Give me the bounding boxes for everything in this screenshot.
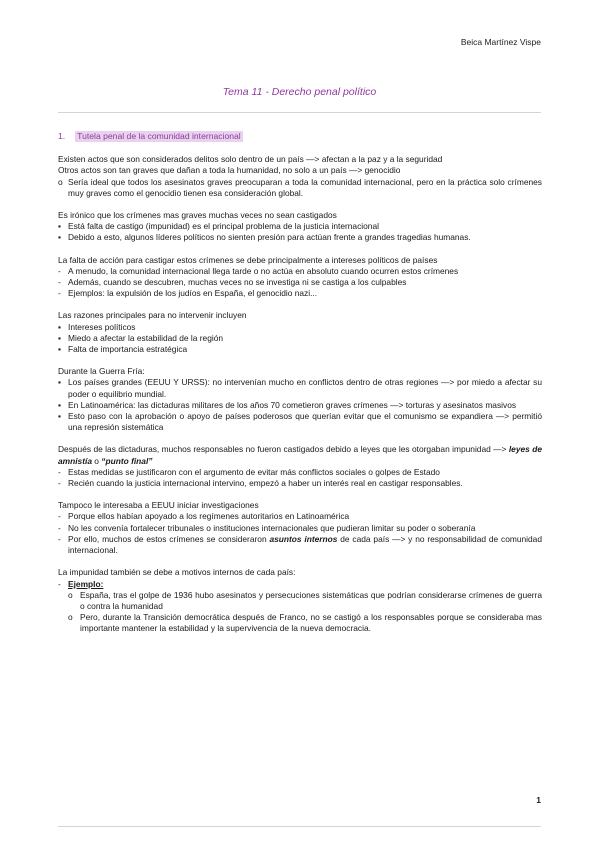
list-item: - Estas medidas se justificaron con el argumento de evitar más conflictos sociales o golpes de Estado	[58, 466, 440, 477]
paragraph-block-3	[58, 255, 542, 300]
section-heading	[58, 131, 542, 142]
text-line: Otros actos son tan graves que dañan a toda la humanidad, no solo a un país —> genocidio	[58, 165, 401, 176]
dash-bullet-icon: -	[58, 511, 61, 522]
dash-bullet-icon: -	[58, 478, 61, 489]
square-bullet-icon: ▪	[58, 377, 61, 388]
dash-bullet-icon: -	[58, 466, 61, 477]
section-number: 1.	[58, 131, 66, 141]
list-item: o España, tras el golpe de 1936 hubo asesinatos y persecuciones sistemáticas que podrían considerarse crímenes de guerra o contra la humanidad	[68, 589, 542, 611]
list-item: - No les convenía fortalecer tribunales o instituciones internacionales que pudieran limitar su poder o soberanía	[58, 522, 476, 533]
paragraph-block-6	[58, 444, 542, 489]
paragraph-block-7	[58, 500, 542, 556]
section-title: Tutela penal de la comunidad internacional	[77, 131, 241, 141]
text-line: Es irónico que los crímenes mas graves muchas veces no sean castigados	[58, 210, 337, 221]
paragraph-block-2	[58, 210, 542, 244]
square-bullet-icon: ▪	[58, 344, 61, 355]
dash-bullet-icon: -	[58, 522, 61, 533]
circle-bullet-icon: o	[58, 176, 63, 187]
list-item: - Porque ellos habían apoyado a los regímenes autoritarios en Latinoamérica	[58, 511, 350, 522]
dash-bullet-icon: -	[58, 265, 61, 276]
square-bullet-icon: ▪	[58, 411, 61, 422]
paragraph-block-4	[58, 310, 542, 355]
dash-list	[58, 467, 542, 489]
bullet-list	[58, 221, 542, 243]
list-item: - Ejemplos: la expulsión de los judíos en España, el genocidio nazi...	[58, 288, 318, 299]
dash-list	[58, 511, 542, 556]
list-item: ▪ Esto paso con la aprobación o apoyo de países poderosos que querían evitar que el comunismo se expandiera —> permitió una represión sistemática	[58, 411, 542, 433]
list-item: o Sería ideal que todos los asesinatos graves preocuparan a toda la comunidad internacional, pero en la práctica solo crímenes muy graves como el genocidio tienen esa consideración global.	[58, 176, 542, 198]
square-bullet-icon: ▪	[58, 321, 61, 332]
dash-bullet-icon: -	[58, 288, 61, 299]
square-bullet-icon: ▪	[58, 221, 61, 232]
list-item: o Pero, durante la Transición democrática después de Franco, no se castigó a los responsables porque se consideraba mas importante mantener la estabilidad y la supervivencia de la nueva democracia.	[68, 612, 542, 634]
text-line: Las razones principales para no intervenir incluyen	[58, 310, 247, 321]
circle-bullet-icon: o	[68, 589, 73, 600]
list-item: ▪ Debido a esto, algunos líderes políticos no sienten presión para actúan frente a grandes tragedias humanas.	[58, 232, 471, 243]
text-line: La falta de acción para castigar estos crímenes se debe principalmente a intereses políticos de países	[58, 254, 438, 265]
list-item: ▪ Intereses políticos	[58, 321, 136, 332]
footer-divider	[58, 826, 541, 827]
list-item: - Además, cuando se descubren, muchas veces no se investiga ni se castiga a los culpables	[58, 277, 407, 288]
text-line: Durante la Guerra Fría:	[58, 366, 145, 377]
list-item: - Recién cuando la justicia internacional intervino, empezó a haber un interés real en castigar responsables.	[58, 478, 463, 489]
paragraph-block-8	[58, 567, 542, 634]
text-line: Después de las dictaduras, muchos responsables no fueron castigados debido a leyes que les otorgaban impunidad —> leyes de amnistía o “punto final”	[58, 444, 542, 466]
square-bullet-icon: ▪	[58, 399, 61, 410]
bullet-list	[58, 322, 542, 356]
bullet-list	[58, 377, 542, 433]
dash-list	[58, 266, 542, 300]
paragraph-block-1	[58, 154, 542, 199]
dash-bullet-icon: -	[58, 533, 61, 544]
text-line: Existen actos que son considerados delitos solo dentro de un país —> afectan a la paz y a la seguridad	[58, 154, 443, 165]
list-item: - A menudo, la comunidad internacional llega tarde o no actúa en absoluto cuando ocurren estos crímenes	[58, 265, 459, 276]
square-bullet-icon: ▪	[58, 232, 61, 243]
list-item: ▪ En Latinoamérica: las dictaduras militares de los años 70 cometieron graves crímenes —> torturas y asesinatos masivos	[58, 399, 517, 410]
page-number: 1	[536, 795, 541, 805]
author-name: Beica Martínez Vispe	[460, 37, 541, 47]
paragraph-block-5	[58, 366, 542, 433]
circle-list	[58, 177, 542, 199]
dash-bullet-icon: -	[58, 578, 61, 589]
list-item: ▪ Falta de importancia estratégica	[58, 344, 188, 355]
list-item: ▪ Miedo a afectar la estabilidad de la región	[58, 332, 224, 343]
list-item: - Ejemplo:	[58, 578, 104, 589]
list-item: ▪ Está falta de castigo (impunidad) es el principal problema de la justicia internacional	[58, 221, 379, 232]
document-title: Tema 11 - Derecho penal político	[222, 86, 377, 98]
dash-bullet-icon: -	[58, 277, 61, 288]
list-item: ▪ Los países grandes (EEUU Y URSS): no intervenían mucho en conflictos dentro de otras regiones —> por miedo a afectar su poder o equilibrio mundial.	[58, 377, 542, 399]
list-item: - Por ello, muchos de estos crímenes se consideraron asuntos internos de cada país —> y no responsabilidad de comunidad internacional.	[58, 533, 542, 556]
text-line: Tampoco le interesaba a EEUU iniciar investigaciones	[58, 500, 259, 511]
document-body	[58, 131, 542, 635]
text-line: La impunidad también se debe a motivos internos de cada país:	[58, 567, 296, 578]
circle-bullet-icon: o	[68, 612, 73, 623]
dash-list	[58, 579, 542, 635]
title-divider	[58, 112, 541, 113]
square-bullet-icon: ▪	[58, 332, 61, 343]
